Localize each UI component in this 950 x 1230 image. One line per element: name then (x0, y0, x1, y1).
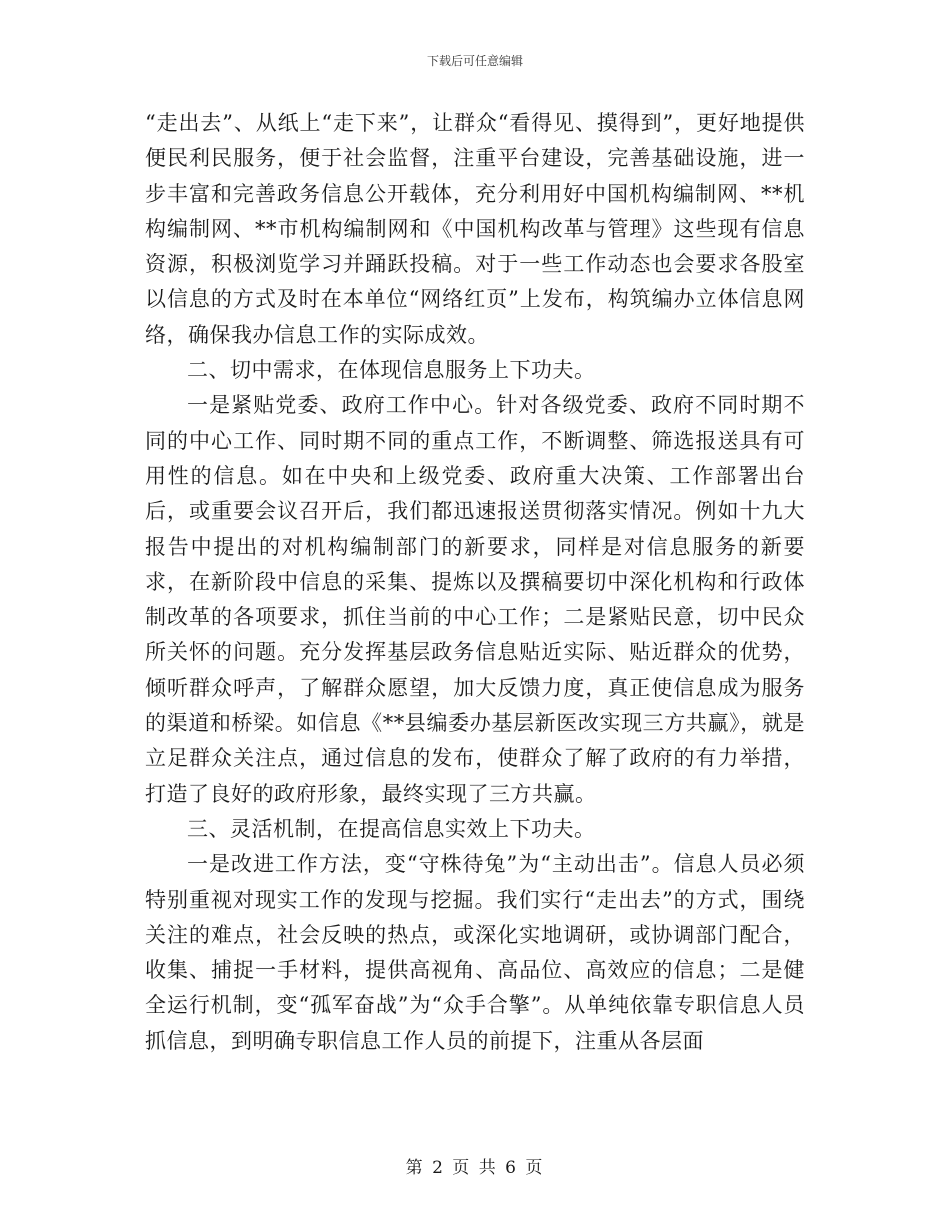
paragraph-1: “走出去”、从纸上“走下来”，让群众“看得见、摸得到”，更好地提供便民利民服务，便于社会监督，注重平台建设，完善基础设施，进一步丰富和完善政务信息公开载体，充分利用好中国机构编制网、**机构编制网、**市机构编制网和《中国机构改革与管理》这些现有信息资源，积极浏览学习并踊跃投稿。对于一些工作动态也会要求各股室以信息的方式及时在本单位“网络红页”上发布，构筑编办立体信息网络，确保我办信息工作的实际成效。 (145, 111, 805, 347)
paragraph-3: 一是紧贴党委、政府工作中心。针对各级党委、政府不同时期不同的中心工作、同时期不同的重点工作，不断调整、筛选报送具有可用性的信息。如在中央和上级党委、政府重大决策、工作部署出台后，或重要会议召开后，我们都迅速报送贯彻落实情况。例如十九大报告中提出的对机构编制部门的新要求，同样是对信息服务的新要求，在新阶段中信息的采集、提炼以及撰稿要切中深化机构和行政体制改革的各项要求，抓住当前的中心工作；二是紧贴民意，切中民众所关怀的问题。充分发挥基层政务信息贴近实际、贴近群众的优势，倾听群众呼声，了解群众愿望，加大反馈力度，真正使信息成为服务的渠道和桥梁。如信息《**县编委办基层新医改实现三方共赢》，就是立足群众关注点，通过信息的发布，使群众了解了政府的有力举措，打造了良好的政府形象，最终实现了三方共赢。 (145, 393, 805, 806)
paragraph-5: 一是改进工作方法，变“守株待兔”为“主动出击”。信息人员必须特别重视对现实工作的发现与挖掘。我们实行“走出去”的方式，围绕关注的难点，社会反映的热点，或深化实地调研，或协调部门配合，收集、捕捉一手材料，提供高视角、高品位、高效应的信息；二是健全运行机制，变“孤军奋战”为“众手合擎”。从单纯依靠专职信息人员抓信息，到明确专职信息工作人员的前提下，注重从各层面 (145, 852, 805, 1053)
page-number-footer: 第 2 页 共 6 页 (405, 1158, 545, 1178)
body-text (145, 106, 805, 1059)
paragraph-4-heading: 三、灵活机制，在提高信息实效上下功夫。 (187, 816, 596, 841)
paragraph-2-heading: 二、切中需求，在体现信息服务上下功夫。 (187, 358, 596, 383)
header-note: 下载后可任意编辑 (426, 54, 523, 68)
